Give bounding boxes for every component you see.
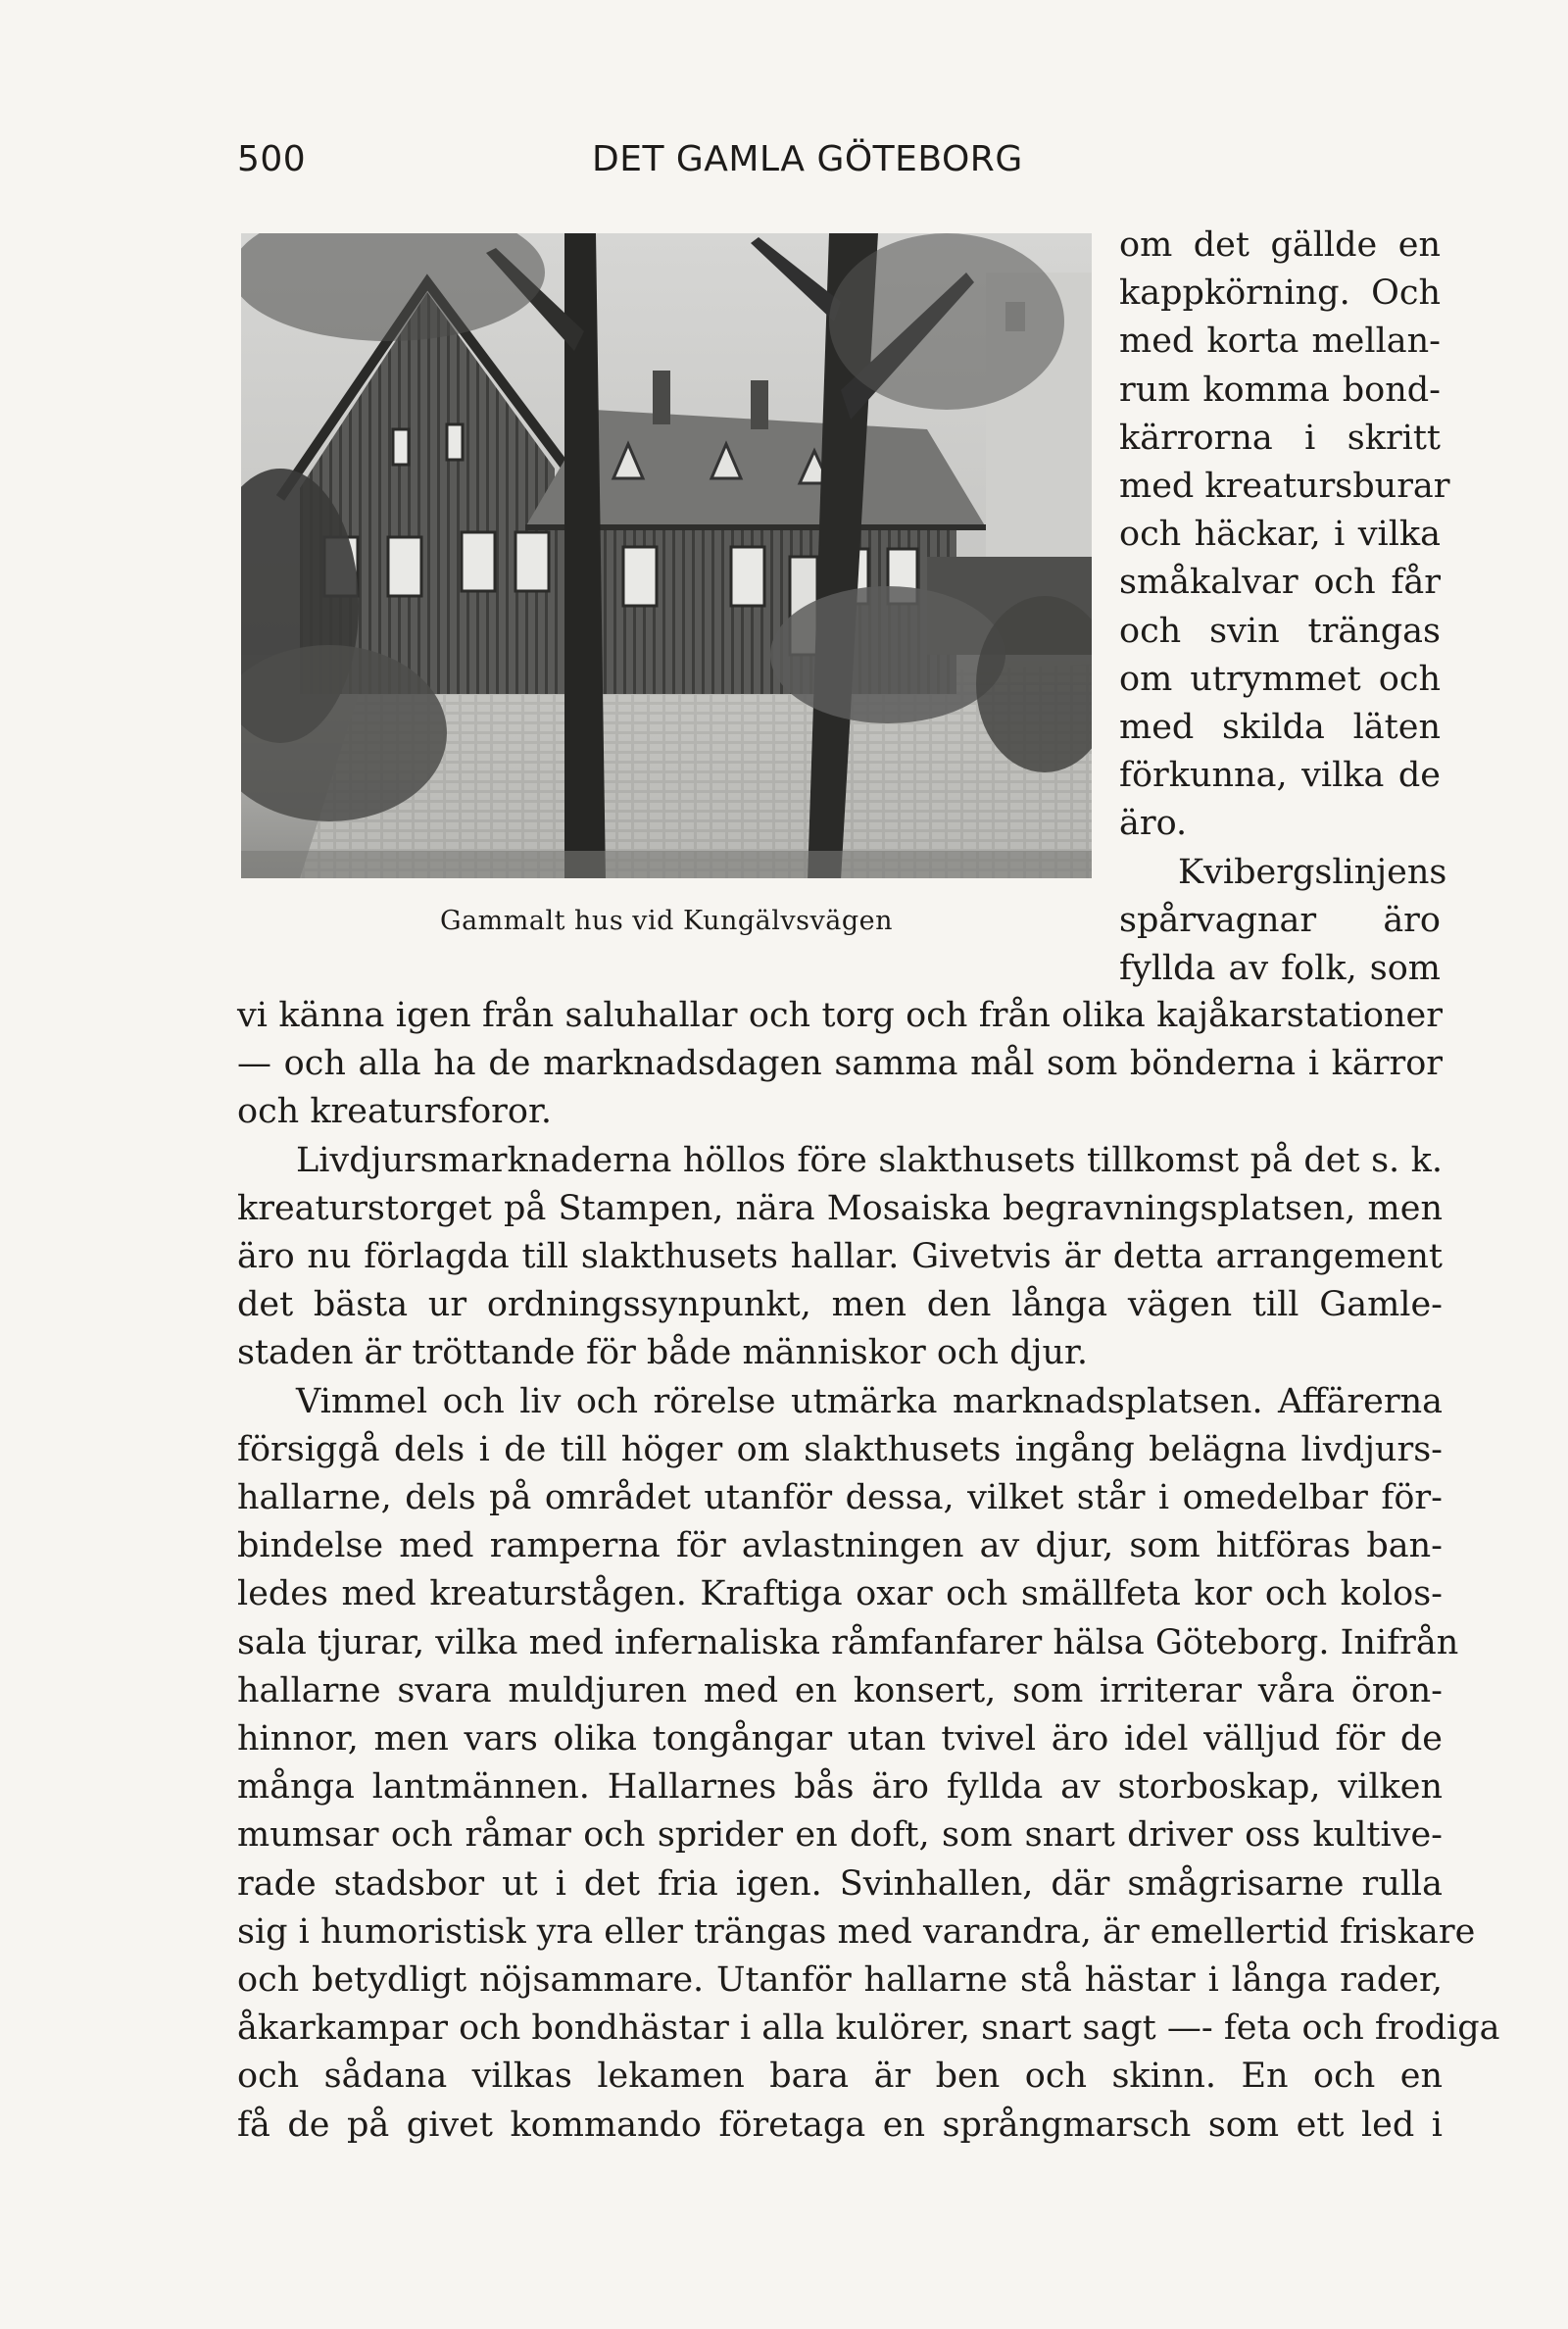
text-line: och häckar, i vilka [1119,515,1441,555]
text-line: Kvibergslinjens [1178,852,1447,892]
text-line: — och alla ha de marknadsdagen samma mål som bönderna i kärror [237,1044,1443,1084]
text-line: Livdjursmarknaderna höllos före slakthusets tillkomst på det s. k. [296,1140,1443,1180]
text-line: mumsar och råmar och sprider en doft, som snart driver oss kultive- [237,1815,1443,1856]
text-line: rade stadsbor ut i det fria igen. Svinhallen, där smågrisarne rulla [237,1863,1443,1904]
text-line: kärrorna i skritt [1119,418,1441,458]
paragraph [237,1137,1443,1378]
text-line: småkalvar och får [1119,563,1441,603]
text-line: äro nu förlagda till slakthusets hallar. Givetvis är detta arrangement [237,1237,1443,1277]
text-line: det bästa ur ordningssynpunkt, men den långa vägen till Gamle- [237,1285,1443,1325]
text-line: förkunna, vilka de [1119,756,1441,796]
text-line: ledes med kreaturstågen. Kraftiga oxar och smällfeta kor och kolos- [237,1574,1443,1614]
text-line: försiggå dels i de till höger om slakthusets ingång belägna livdjurs- [237,1429,1443,1469]
text-line: med skilda läten [1119,708,1441,748]
text-line: kappkörning. Och [1119,273,1441,314]
text-line: med kreatursburar [1119,467,1450,507]
text-line: många lantmännen. Hallarnes bås äro fyllda av storboskap, vilken [237,1767,1443,1808]
house-photograph [241,233,1092,878]
text-line: med korta mellan- [1119,322,1441,362]
page-number: 500 [237,139,307,179]
text-line: Vimmel och liv och rörelse utmärka marknadsplatsen. Affärerna [296,1381,1443,1421]
text-line: sala tjurar, vilka med infernaliska råmfanfarer hälsa Göteborg. Inifrån [237,1622,1459,1662]
running-title: DET GAMLA GÖTEBORG [592,139,1023,179]
text-line: hinnor, men vars olika tongångar utan tvivel äro idel välljud för de [237,1719,1443,1759]
text-line: åkarkampar och bondhästar i alla kulörer, snart sagt —- feta och frodiga [237,2008,1500,2049]
paragraph [237,1378,1500,2150]
text-line: kreaturstorget på Stampen, nära Mosaiska begravningsplatsen, men [237,1188,1443,1228]
text-line: hallarne svara muldjuren med en konsert, som irriterar våra öron- [237,1670,1443,1710]
text-line: och svin trängas [1119,611,1441,651]
text-line: och kreatursforor. [237,1092,552,1132]
text-line: sig i humoristisk yra eller trängas med varandra, är emellertid friskare [237,1911,1476,1952]
paragraph [237,992,1443,1137]
text-line: och sådana vilkas lekamen bara är ben och skinn. En och en [237,2056,1443,2097]
text-line: staden är tröttande för både människor och djur. [237,1333,1089,1373]
text-line: om det gällde en [1119,225,1441,265]
text-line: vi känna igen från saluhallar och torg och från olika kajåkarstationer [237,996,1443,1035]
text-line: hallarne, dels på området utanför dessa, vilket står i omedelbar för- [237,1478,1443,1518]
figure-caption: Gammalt hus vid Kungälvsvägen [440,906,893,936]
text-line: om utrymmet och [1119,659,1441,699]
side-column-text [1119,222,1450,993]
text-line: spårvagnar äro [1119,900,1441,940]
text-line: få de på givet kommando företaga en språngmarsch som ett led i [237,2105,1443,2145]
text-line: äro. [1119,804,1188,844]
text-line: bindelse med ramperna för avlastningen av djur, som hitföras ban- [237,1526,1443,1566]
text-line: fyllda av folk, som [1119,949,1441,989]
text-line: och betydligt nöjsammare. Utanför hallarne stå hästar i långa rader, [237,1960,1443,2001]
text-line: rum komma bond- [1119,370,1441,410]
body-text [237,992,1500,2150]
